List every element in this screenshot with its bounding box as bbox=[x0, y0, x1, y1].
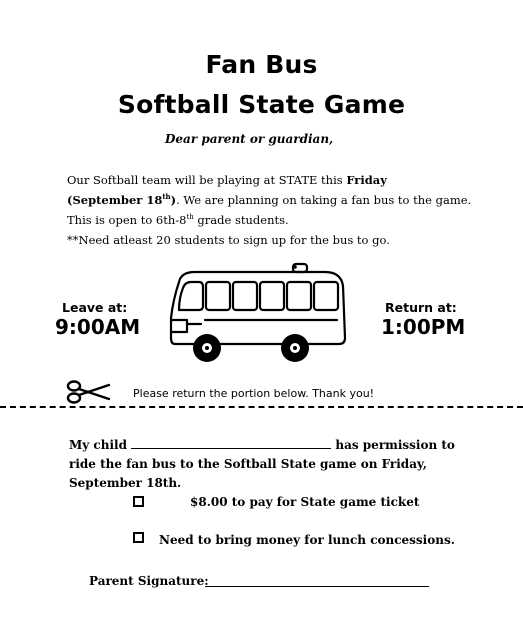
bus-icon bbox=[165, 260, 347, 368]
ticket-checkbox[interactable] bbox=[133, 496, 144, 507]
signature-label: Parent Signature: bbox=[89, 574, 209, 588]
return-label: Return at: bbox=[385, 300, 457, 315]
letter-note: **Need atleast 20 students to sign up for the bus to go. bbox=[67, 233, 390, 247]
letter-day: Friday bbox=[346, 173, 387, 187]
permission-text bbox=[69, 436, 464, 493]
page-subtitle: Softball State Game bbox=[117, 90, 406, 119]
return-instruction: Please return the portion below. Thank you! bbox=[133, 387, 375, 400]
signature-field[interactable] bbox=[205, 586, 429, 587]
letter-plan-text: . We are planning on taking a fan bus to the game. This is open to 6th-8 bbox=[67, 193, 472, 227]
leave-label: Leave at: bbox=[62, 300, 128, 315]
return-time: 1:00PM bbox=[381, 315, 466, 339]
lunch-option-label: Need to bring money for lunch concessions. bbox=[159, 533, 455, 547]
leave-time: 9:00AM bbox=[55, 315, 141, 339]
page-title: Fan Bus bbox=[205, 50, 318, 79]
grade-superscript: th bbox=[186, 213, 194, 222]
letter-grade-text: grade students. bbox=[193, 213, 289, 227]
letter-paragraph bbox=[67, 170, 477, 230]
ticket-option-label: $8.00 to pay for State game ticket bbox=[190, 495, 420, 509]
greeting: Dear parent or guardian, bbox=[165, 132, 334, 146]
my-child-label: My child bbox=[69, 438, 127, 452]
cut-line bbox=[0, 406, 523, 408]
letter-date: (September 18th) bbox=[67, 192, 177, 207]
letter-line1-text: Our Softball team will be playing at STATE this bbox=[67, 173, 347, 187]
child-name-field[interactable] bbox=[131, 436, 331, 449]
letter-body bbox=[67, 170, 477, 250]
scissors-icon bbox=[65, 380, 111, 404]
lunch-checkbox[interactable] bbox=[133, 532, 144, 543]
permission-statement: has permission to ride the fan bus to the Softball State game on Friday, September 18th. bbox=[69, 438, 455, 490]
